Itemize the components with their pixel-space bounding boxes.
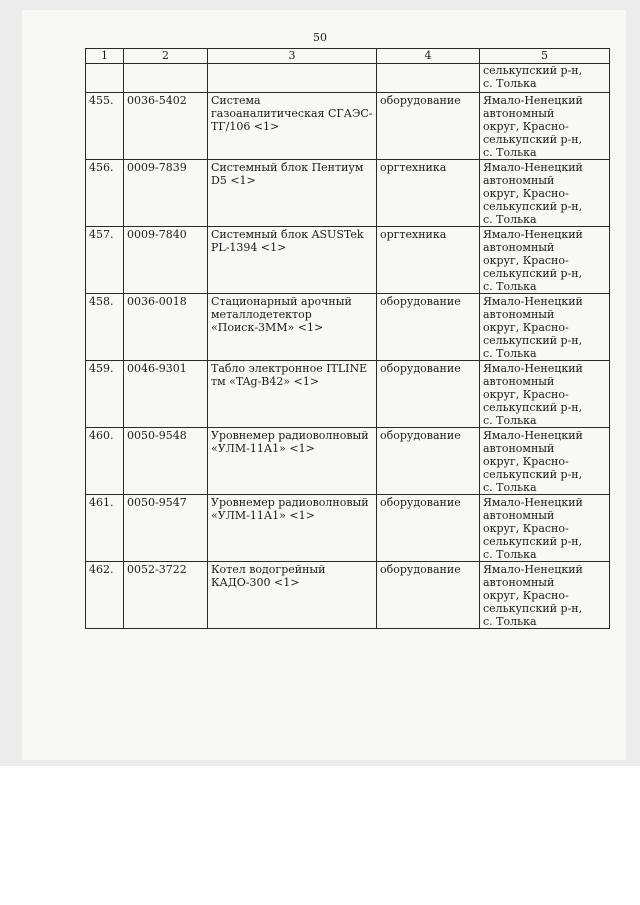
cell-location: Ямало-Ненецкий автономный округ, Красно- селькупский р-н, с. Толька	[480, 428, 610, 495]
cell-location: Ямало-Ненецкий автономный округ, Красно- селькупский р-н, с. Толька	[480, 93, 610, 160]
cell-name: Системный блок ASUSTek PL-1394 <1>	[208, 227, 377, 294]
cell-location: селькупский р-н, с. Толька	[480, 64, 610, 93]
table-row	[86, 428, 610, 495]
cell-code: 0046-9301	[124, 361, 208, 428]
table-row	[86, 562, 610, 629]
cell-type: оргтехника	[377, 227, 480, 294]
cell-code: 0036-0018	[124, 294, 208, 361]
table-row	[86, 495, 610, 562]
table-row	[86, 93, 610, 160]
cell-type: оборудование	[377, 428, 480, 495]
cell-location: Ямало-Ненецкий автономный округ, Красно- селькупский р-н, с. Толька	[480, 361, 610, 428]
cell-code: 0050-9547	[124, 495, 208, 562]
cell-type: оборудование	[377, 294, 480, 361]
cell-code: 0009-7839	[124, 160, 208, 227]
table-row	[86, 160, 610, 227]
header-col-5: 5	[480, 49, 610, 64]
cell-type: оборудование	[377, 562, 480, 629]
table-row	[86, 227, 610, 294]
cell-empty	[86, 64, 124, 93]
cell-location: Ямало-Ненецкий автономный округ, Красно- селькупский р-н, с. Толька	[480, 227, 610, 294]
cell-location: Ямало-Ненецкий автономный округ, Красно- селькупский р-н, с. Толька	[480, 562, 610, 629]
cell-code: 0050-9548	[124, 428, 208, 495]
cell-number: 459.	[86, 361, 124, 428]
cell-number: 456.	[86, 160, 124, 227]
cell-code: 0052-3722	[124, 562, 208, 629]
cell-location: Ямало-Ненецкий автономный округ, Красно- селькупский р-н, с. Толька	[480, 294, 610, 361]
cell-number: 455.	[86, 93, 124, 160]
header-col-4: 4	[377, 49, 480, 64]
cell-empty	[124, 64, 208, 93]
continued-row	[86, 64, 610, 93]
cell-empty	[377, 64, 480, 93]
header-col-1: 1	[86, 49, 124, 64]
cell-number: 457.	[86, 227, 124, 294]
cell-code: 0036-5402	[124, 93, 208, 160]
table-row	[86, 294, 610, 361]
cell-name: Табло электронное ITLINE тм «TAg-B42» <1>	[208, 361, 377, 428]
cell-type: оборудование	[377, 495, 480, 562]
header-col-2: 2	[124, 49, 208, 64]
cell-name: Системный блок Пентиум D5 <1>	[208, 160, 377, 227]
cell-type: оборудование	[377, 361, 480, 428]
cell-type: оргтехника	[377, 160, 480, 227]
cell-name: Уровнемер радиоволновый «УЛМ-11А1» <1>	[208, 428, 377, 495]
cell-type: оборудование	[377, 93, 480, 160]
header-col-3: 3	[208, 49, 377, 64]
cell-location: Ямало-Ненецкий автономный округ, Красно- селькупский р-н, с. Толька	[480, 160, 610, 227]
cell-number: 461.	[86, 495, 124, 562]
header-row	[86, 49, 610, 64]
cell-number: 460.	[86, 428, 124, 495]
page-number: 50	[313, 31, 327, 44]
cell-name: Уровнемер радиоволновый «УЛМ-11А1» <1>	[208, 495, 377, 562]
property-table	[85, 48, 610, 629]
cell-name: Котел водогрейный КАДО-300 <1>	[208, 562, 377, 629]
cell-code: 0009-7840	[124, 227, 208, 294]
table-row	[86, 361, 610, 428]
cell-empty	[208, 64, 377, 93]
cell-name: Стационарный арочный металлодетектор «Поиск-3ММ» <1>	[208, 294, 377, 361]
cell-number: 458.	[86, 294, 124, 361]
cell-location: Ямало-Ненецкий автономный округ, Красно- селькупский р-н, с. Толька	[480, 495, 610, 562]
cell-number: 462.	[86, 562, 124, 629]
cell-name: Система газоаналитическая СГАЭС-ТГ/106 <1>	[208, 93, 377, 160]
